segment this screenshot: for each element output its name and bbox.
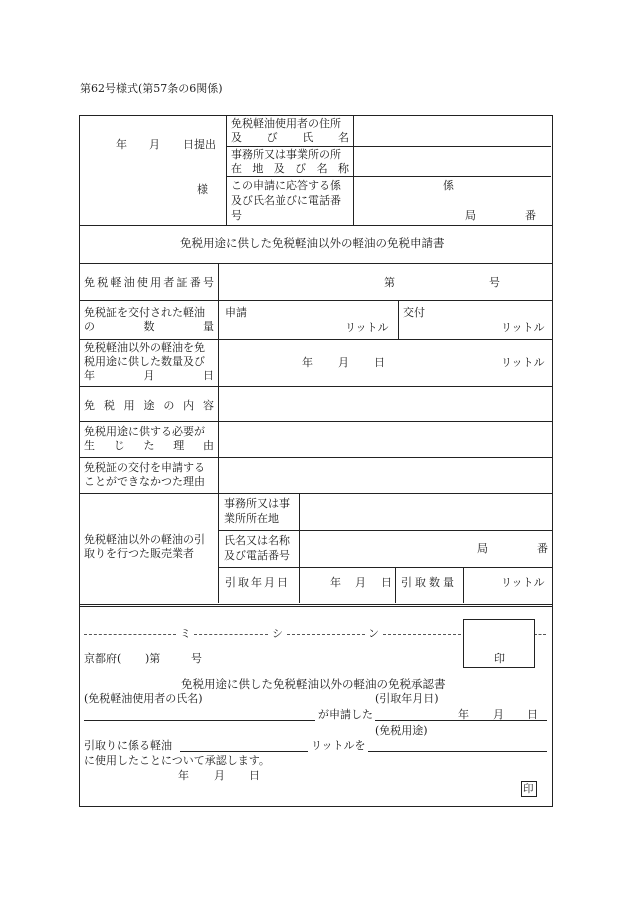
seller-kyoku: 局 xyxy=(477,542,488,555)
approval-title: 免税用途に供した免税軽油以外の軽油の免税承認書 xyxy=(181,677,446,691)
approval-ga-shinsei: が申請した xyxy=(318,708,373,721)
office-label-2: 在 地 及 び 名 称 xyxy=(231,162,349,175)
hikitori-year: 年 xyxy=(330,576,341,589)
seller-office-label: 事務所又は事 xyxy=(224,497,290,510)
used-label: 免税軽油以外の軽油を免 xyxy=(84,341,205,354)
used-label-3: 年 月 日 xyxy=(84,369,214,382)
used-month: 月 xyxy=(338,356,349,369)
addressee-sama: 様 xyxy=(197,183,208,196)
approval-day: 日 xyxy=(527,708,538,721)
approval-date-label: (引取年月日) xyxy=(375,692,439,705)
cert-dai: 第 xyxy=(384,276,395,289)
seller-name-label-2: 及び電話番号 xyxy=(224,549,290,562)
approval-purpose-label: (免税用途) xyxy=(375,724,428,737)
cut-shi: シ xyxy=(272,627,283,640)
cert-number-label: 免 税 軽 油 使 用 者 証 番 号 xyxy=(84,276,214,289)
kakari-text: 係 xyxy=(443,179,454,192)
purpose-label: 免 税 用 途 の 内 容 xyxy=(84,399,214,412)
hikitori-liter: リットル xyxy=(501,576,545,589)
cut-mi: ミ xyxy=(180,627,191,640)
approval-frame xyxy=(79,604,553,807)
seal-box-label: 印 xyxy=(494,652,505,665)
shinsei-liter: リットル xyxy=(345,321,389,334)
used-label-2: 税用途に供した数量及び xyxy=(84,355,205,368)
seller-label: 免税軽油以外の軽油の引 xyxy=(84,533,205,546)
approval-line4: に使用したことについて承認します。 xyxy=(84,754,270,767)
submit-month: 月 xyxy=(149,138,160,151)
contact-label: この申請に応答する係 xyxy=(231,179,341,192)
shinsei-text: 申請 xyxy=(225,306,247,319)
used-liter: リットル xyxy=(501,356,545,369)
approval-user-name-label: (免税軽油使用者の氏名) xyxy=(84,692,203,705)
contact-label-3: 号 xyxy=(231,209,242,222)
approval-sign-year: 年 xyxy=(178,769,189,782)
reason-label: 免税用途に供する必要が xyxy=(84,425,205,438)
approval-month: 月 xyxy=(493,708,504,721)
quantity-label: 免税証を交付された軽油 xyxy=(84,306,205,319)
quantity-label-2: の 数 量 xyxy=(84,320,214,333)
ban-text: 番 xyxy=(525,209,536,222)
approval-year: 年 xyxy=(458,708,469,721)
approval-line3-b: リットルを xyxy=(311,739,366,752)
contact-label-2: 及び氏名並びに電話番 xyxy=(231,194,341,207)
used-day: 日 xyxy=(374,356,385,369)
seal-mark-label: 印 xyxy=(523,783,534,795)
seller-ban: 番 xyxy=(537,542,548,555)
cert-go: 号 xyxy=(489,276,500,289)
koufu-text: 交付 xyxy=(403,306,425,319)
submit-year: 年 xyxy=(116,138,127,151)
approval-go: 号 xyxy=(191,652,202,665)
hikitori-month: 月 xyxy=(355,576,366,589)
koufu-liter: リットル xyxy=(501,321,545,334)
user-name-label: 及 び 氏 名 xyxy=(231,131,349,144)
kyoku-text: 局 xyxy=(465,209,476,222)
submit-day: 日提出 xyxy=(183,138,216,151)
office-label: 事務所又は事業所の所 xyxy=(231,148,341,161)
approval-pref: 京都府( xyxy=(84,652,122,665)
hikitori-day: 日 xyxy=(381,576,392,589)
seller-office-label-2: 業所所在地 xyxy=(224,512,279,525)
reason-label-2: 生 じ た 理 由 xyxy=(84,439,214,452)
application-title: 免税用途に供した免税軽油以外の軽油の免税申請書 xyxy=(180,236,445,250)
approval-line3-a: 引取りに係る軽油 xyxy=(84,739,172,752)
approval-dai: )第 xyxy=(145,652,161,665)
used-year: 年 xyxy=(302,356,313,369)
form-number: 第62号様式(第57条の6関係) xyxy=(80,82,223,95)
user-address-label: 免税軽油使用者の住所 xyxy=(231,117,341,130)
hikitori-qty-label: 引取数量 xyxy=(401,576,457,589)
why-not-label-2: ことができなかつた理由 xyxy=(84,475,205,488)
approval-sign-day: 日 xyxy=(249,769,260,782)
cut-n: ン xyxy=(368,627,379,640)
approval-sign-month: 月 xyxy=(214,769,225,782)
why-not-label: 免税証の交付を申請する xyxy=(84,461,205,474)
seller-name-label: 氏名又は名称 xyxy=(224,534,290,547)
hikitori-date-label: 引取年月日 xyxy=(225,576,290,589)
seller-label-2: 取りを行つた販売業者 xyxy=(84,547,194,560)
